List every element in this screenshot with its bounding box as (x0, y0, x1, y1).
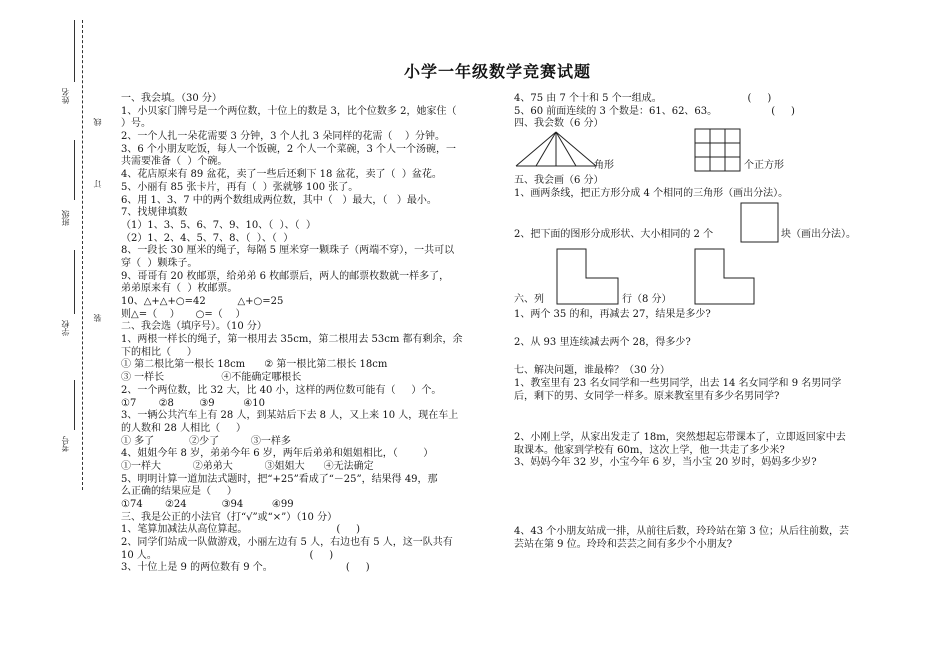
text-line: 1、教室里有 23 名女同学和一些男同学，出去 14 名女同学和 9 名男同学 (514, 378, 842, 389)
text-line: 的人数和 28 人相比（ ） (121, 422, 246, 434)
text-line: 5、小丽有 85 张卡片，再有（ ）张就够 100 张了。 (121, 181, 359, 193)
section-6-question-2: 2、从 93 里连续减去两个 28，得多少? (514, 337, 691, 348)
margin-seal-label: 装 (93, 314, 102, 322)
text-line: 1、小贝家门牌号是一个两位数，十位上的数是 3，比个位数多 2，她家住（ (121, 105, 457, 117)
text-line: 共需要准备（ ）个碗。 (121, 156, 228, 168)
text-line: 2、一个两位数，比 32 大，比 40 小，这样的两位数可能有（ ）个。 (121, 384, 442, 396)
text-line: ③ 一样长 ④不能确定哪根长 (121, 372, 302, 384)
text-line: 5、60 前面连续的 3 个数是：61、62、63。 ( ) (514, 105, 795, 117)
text-line: 二、我会选（填序号）。（10 分） (121, 321, 267, 333)
section-7-question-1 (514, 378, 894, 403)
text-line: 后，剩下的男、女同学一样多。原来教室里有多少名男同学? (514, 390, 780, 402)
l-shape-figure-1 (556, 248, 621, 306)
text-line: 5、明明计算一道加法式题时，把“+25”看成了“－25”，结果得 49，那 (121, 473, 438, 485)
l-shape-figure-2 (694, 248, 756, 306)
text-line: 1、笔算加减法从高位算起。 ( ) (121, 524, 361, 536)
text-line: ①一样大 ②弟弟大 ③姐姐大 ④无法确定 (121, 460, 374, 472)
section-7-heading: 七、解决问题，谁最棒？（30 分） (514, 365, 670, 376)
text-line: （1）1、3、5、6、7、9、10、（ ）、（ ） (121, 219, 316, 231)
text-line: （2）1、2、4、5、7、8、（ ）、（ ） (121, 232, 294, 244)
text-line: 6、用 1、3、7 中的两个数组成两位数，其中（ ）最大，（ ）最小。 (121, 194, 437, 206)
text-line: 弟弟原来有（ ）枚邮票。 (121, 283, 238, 295)
text-line: 2、同学们站成一队做游戏，小丽左边有 5 人，右边也有 5 人，这一队共有 (121, 537, 453, 549)
school-underline (74, 250, 75, 314)
right-column-mid (514, 175, 894, 200)
text-line: 芸站在第 9 位。玲玲和芸芸之间有多少个小朋友? (514, 538, 733, 550)
text-line: 7、找规律填数 (121, 207, 188, 219)
margin-line-label: 线 (93, 118, 102, 126)
page-title: 小学一年级数学竞赛试题 (404, 62, 592, 81)
text-line: 4、75 由 7 个十和 5 个一组成。 ( ) (514, 93, 772, 104)
text-line: 穿（ ）颗珠子。 (121, 257, 198, 269)
text-line: 么正确的结果应是（ ） (121, 486, 237, 498)
margin-school-label: 学校 (61, 320, 70, 336)
text-line: 三、我是公正的小法官（打“√”或“×”）（10 分） (121, 511, 338, 523)
text-line: 3、一辆公共汽车上有 28 人，到某站后下去 8 人，又上来 10 人，现在车上 (121, 410, 459, 422)
margin-order-label: 订 (93, 180, 102, 188)
text-line: ① 多了 ②少了 ③一样多 (121, 435, 291, 447)
text-line: ①74 ②24 ③94 ④99 (121, 499, 294, 510)
triangle-count-figure (514, 130, 604, 170)
text-line: 一、我会填。（30 分） (121, 93, 222, 104)
square-to-divide-figure (740, 202, 780, 244)
margin-class-label: 班级 (61, 210, 70, 226)
section-7-question-2 (514, 432, 894, 457)
text-line: 10 人。 ( ) (121, 549, 334, 561)
text-line: 4、花店原来有 89 盆花，卖了一些后还剩下 18 盆花，卖了（ ）盆花。 (121, 169, 442, 181)
text-line: 取课本。他家到学校有 60m，这次上学，他一共走了多少米? (514, 444, 785, 456)
triangle-answer-label: 角形 (594, 160, 614, 171)
right-column-top (514, 93, 894, 131)
text-line: 3、6 个小朋友吃饭，每人一个饭碗，2 个人一个菜碗，3 个人一个汤碗，一 (121, 143, 456, 155)
text-line: ①7 ②8 ③9 ④10 (121, 397, 265, 409)
square-answer-label: 个正方形 (744, 160, 784, 171)
text-line: 4、43 个小朋友站成一排，从前往后数，玲玲站在第 3 位；从后往前数，芸 (514, 526, 849, 537)
exam-no-underline (74, 380, 75, 430)
section-7-question-4 (514, 526, 894, 551)
text-line: 五、我会画（6 分） (514, 175, 604, 186)
section-7-question-3: 3、妈妈今年 32 岁，小宝今年 6 岁，当小宝 20 岁时，妈妈多少岁? (514, 457, 817, 468)
text-line: 2、一个人扎一朵花需要 3 分钟，3 个人扎 3 朵同样的花需（ ）分钟。 (121, 131, 446, 143)
text-line: 10、△+△+○=42 △+○=25 (121, 296, 284, 307)
margin-exam-no-label: 考号 (61, 436, 70, 452)
text-line: 3、十位上是 9 的两位数有 9 个。 ( ) (121, 562, 370, 574)
square-count-figure (694, 128, 744, 174)
text-line: 4、姐姐今年 8 岁，弟弟今年 6 岁，两年后弟弟和姐姐相比，（ ） (121, 448, 434, 460)
draw-question-2-tail: 块（画出分法）。 (781, 229, 856, 240)
left-column (121, 93, 506, 575)
text-line: ）号。 (121, 118, 151, 130)
text-line: 1、画两条线，把正方形分成 4 个相同的三角形（画出分法）。 (514, 187, 789, 199)
text-line: 则△=（ ） ○=（ ） (121, 308, 246, 320)
class-underline (74, 140, 75, 200)
binding-line (82, 20, 83, 490)
name-underline (74, 20, 75, 82)
draw-question-2-text: 2、把下面的图形分成形状、大小相同的 2 个 (514, 229, 714, 240)
section-6-heading: 六、列 (514, 294, 544, 305)
text-line: 2、小刚上学，从家出发走了 18m，突然想起忘带课本了，立即返回家中去 (514, 432, 846, 443)
text-line: 1、两根一样长的绳子，第一根用去 35cm，第二根用去 53cm 都有剩余，余 (121, 334, 463, 346)
margin-name-label: 姓名 (61, 88, 70, 104)
section-6-question-1: 1、两个 35 的和，再减去 27，结果是多少? (514, 309, 711, 320)
text-line: 8、一段长 30 厘米的绳子，每隔 5 厘米穿一颗珠子（两端不穿），一共可以 (121, 245, 455, 257)
text-line: 9、哥哥有 20 枚邮票，给弟弟 6 枚邮票后，两人的邮票枚数就一样多了， (121, 270, 450, 282)
draw-question-2 (514, 229, 713, 242)
section-6-heading-tail: 行（8 分） (622, 294, 672, 305)
text-line: 四、我会数（6 分） (514, 118, 604, 130)
text-line: ① 第二根比第一根长 18cm ② 第一根比第二根长 18cm (121, 359, 388, 371)
text-line: 下的相比（ ） (121, 346, 197, 358)
